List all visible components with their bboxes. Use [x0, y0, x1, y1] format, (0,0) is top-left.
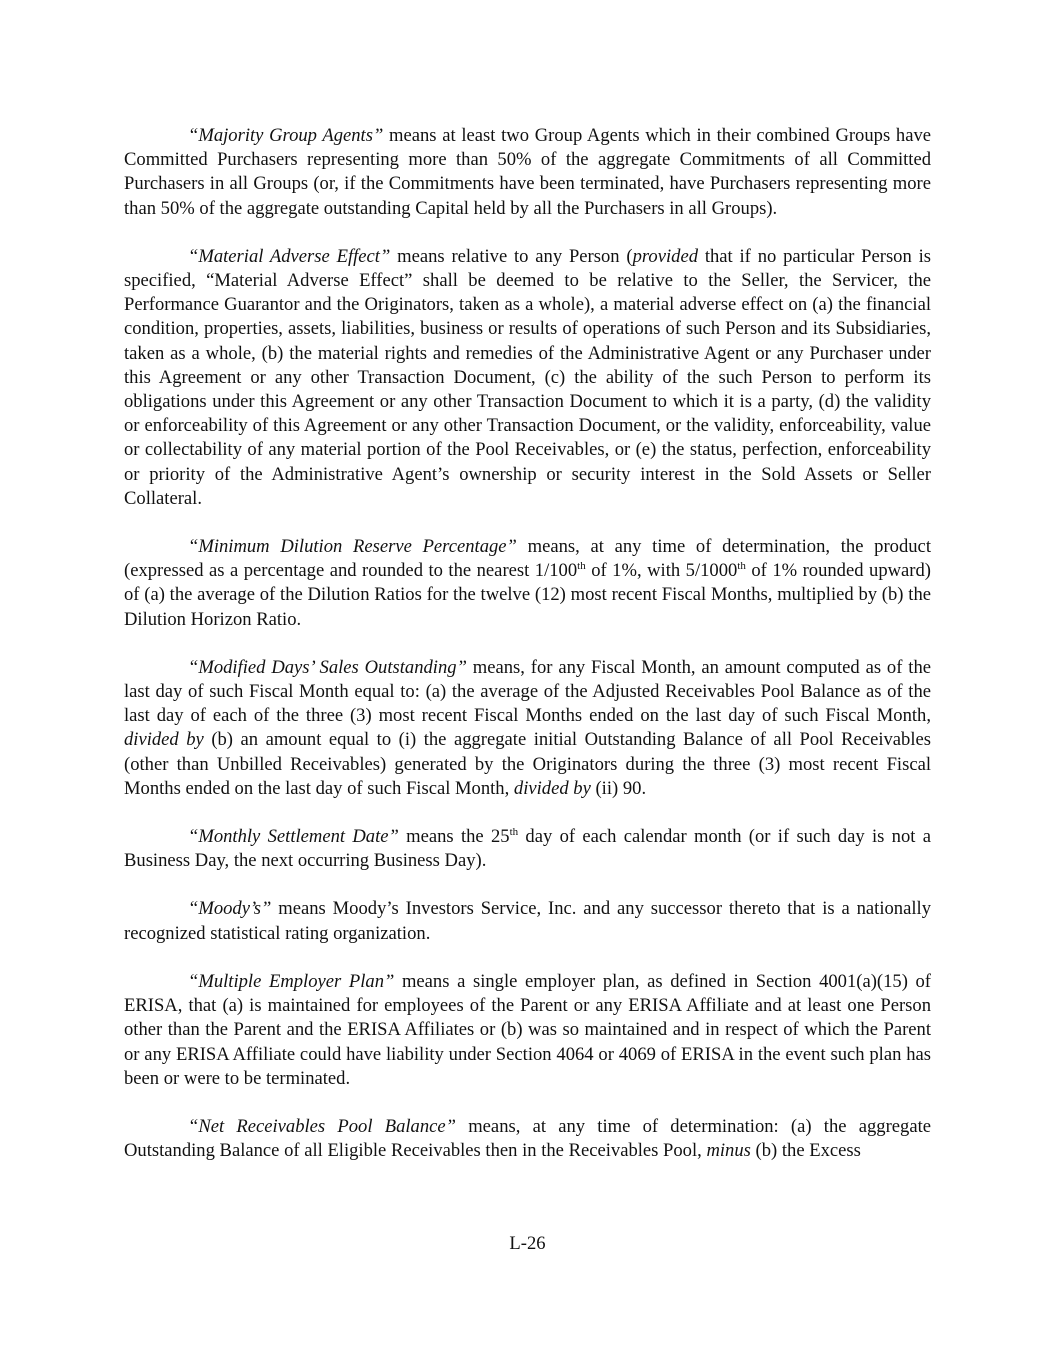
defined-term: “Material Adverse Effect” [188, 245, 391, 267]
emphasized-text: divided by [124, 729, 204, 751]
definition-text: means, at any time of determination, the product (expressed as a percentage and rounded to the nearest 1/100 [124, 536, 931, 582]
emphasized-text: provided [632, 245, 698, 267]
document-body [124, 124, 931, 1187]
definition-text: of 1% rounded upward) of (a) the average of the Dilution Ratios for the twelve (12) most recent Fiscal Months, multiplied by (b) the Dilution Horizon Ratio. [124, 560, 931, 630]
superscript: th [737, 560, 746, 573]
defined-term: “Moody’s” [188, 898, 272, 920]
page-number: L-26 [509, 1233, 546, 1254]
defined-term: “Majority Group Agents” [188, 125, 384, 146]
definition-paragraph [124, 897, 931, 945]
definition-paragraph [124, 124, 931, 221]
emphasized-text: minus [706, 1140, 751, 1162]
definition-text: means, at any time of determination: (a) the aggregate Outstanding Balance of all Eligible Receivables then in the Receivables Pool, [124, 1115, 931, 1162]
defined-term: “Minimum Dilution Reserve Percentage” [188, 536, 517, 558]
definition-paragraph [124, 1115, 931, 1163]
defined-term: “Monthly Settlement Date” [188, 826, 399, 848]
definition-paragraph [124, 245, 931, 511]
superscript: th [509, 826, 519, 839]
definition-text: (b) an amount equal to (i) the aggregate initial Outstanding Balance of all Pool Receivables (other than Unbilled Receivables) generated by the Originators during the three (3) most recent Fiscal Months ended on the last day of such Fiscal Month, [124, 729, 931, 799]
definition-text: of 1%, with 5/1000 [585, 560, 738, 582]
definition-paragraph [124, 970, 931, 1091]
definition-text: day of each calendar month (or if such day is not a Business Day, the next occurring Business Day). [124, 826, 931, 872]
definition-text: (b) the Excess [750, 1140, 861, 1162]
definition-text: means the 25 [398, 826, 510, 848]
defined-term: “Net Receivables Pool Balance” [188, 1115, 456, 1137]
definition-paragraph [124, 656, 931, 801]
definition-text: means, for any Fiscal Month, an amount computed as of the last day of such Fiscal Month equal to: (a) the average of the Adjusted Receivables Pool Balance as of the last day of each of the three (3) most recent Fiscal Months ended on the last day of such Fiscal Month, [124, 656, 931, 727]
definition-text: means Moody’s Investors Service, Inc. and any successor thereto that is a nationally recognized statistical rating organization. [124, 898, 931, 944]
definition-text: means a single employer plan, as defined in Section 4001(a)(15) of ERISA, that (a) is maintained for employees of the Parent or any ERISA Affiliate and at least one Person other than the Parent and the ERISA Affiliates or (b) was so maintained and in respect of which the Parent or any ERISA Affiliate could have liability under Section 4064 or 4069 of ERISA in the event such plan has been or were to be terminated. [124, 970, 931, 1089]
definition-text: means at least two Group Agents which in their combined Groups have Committed Purchasers representing more than 50% of the aggregate Commitments of all Committed Purchasers in all Groups (or, if the Commitments have been terminated, have Purchasers representing more than 50% of the aggregate outstanding Capital held by all the Purchasers in all Groups). [124, 125, 931, 219]
defined-term: “Modified Days’ Sales Outstanding” [188, 656, 467, 678]
definition-text: (ii) 90. [590, 777, 647, 799]
definition-text: that if no particular Person is specified, “Material Adverse Effect” shall be deemed to be relative to the Seller, the Servicer, the Performance Guarantor and the Originators, taken as a whole), a material adverse effect on (a) the financial condition, properties, assets, liabilities, business or results of operations of such Person and its Subsidiaries, taken as a whole, (b) the material rights and remedies of the Administrative Agent or any Purchaser under this Agreement or any other Transaction Document, (c) the ability of the such Person to perform its obligations under this Agreement or any other Transaction Document to which it is a party, (d) the validity or enforceability of this Agreement or any other Transaction Document, or the validity, enforceability, value or collectability of any material portion of the Pool Receivables, or (e) the status, perfection, enforceability or priority of the Administrative Agent’s ownership or security interest in the Sold Assets or Seller Collateral. [124, 245, 931, 509]
superscript: th [577, 560, 586, 573]
definition-paragraph [124, 825, 931, 873]
definition-paragraph [124, 535, 931, 632]
definition-text: means relative to any Person ( [390, 245, 633, 267]
emphasized-text: divided by [513, 777, 591, 799]
defined-term: “Multiple Employer Plan” [188, 970, 395, 992]
